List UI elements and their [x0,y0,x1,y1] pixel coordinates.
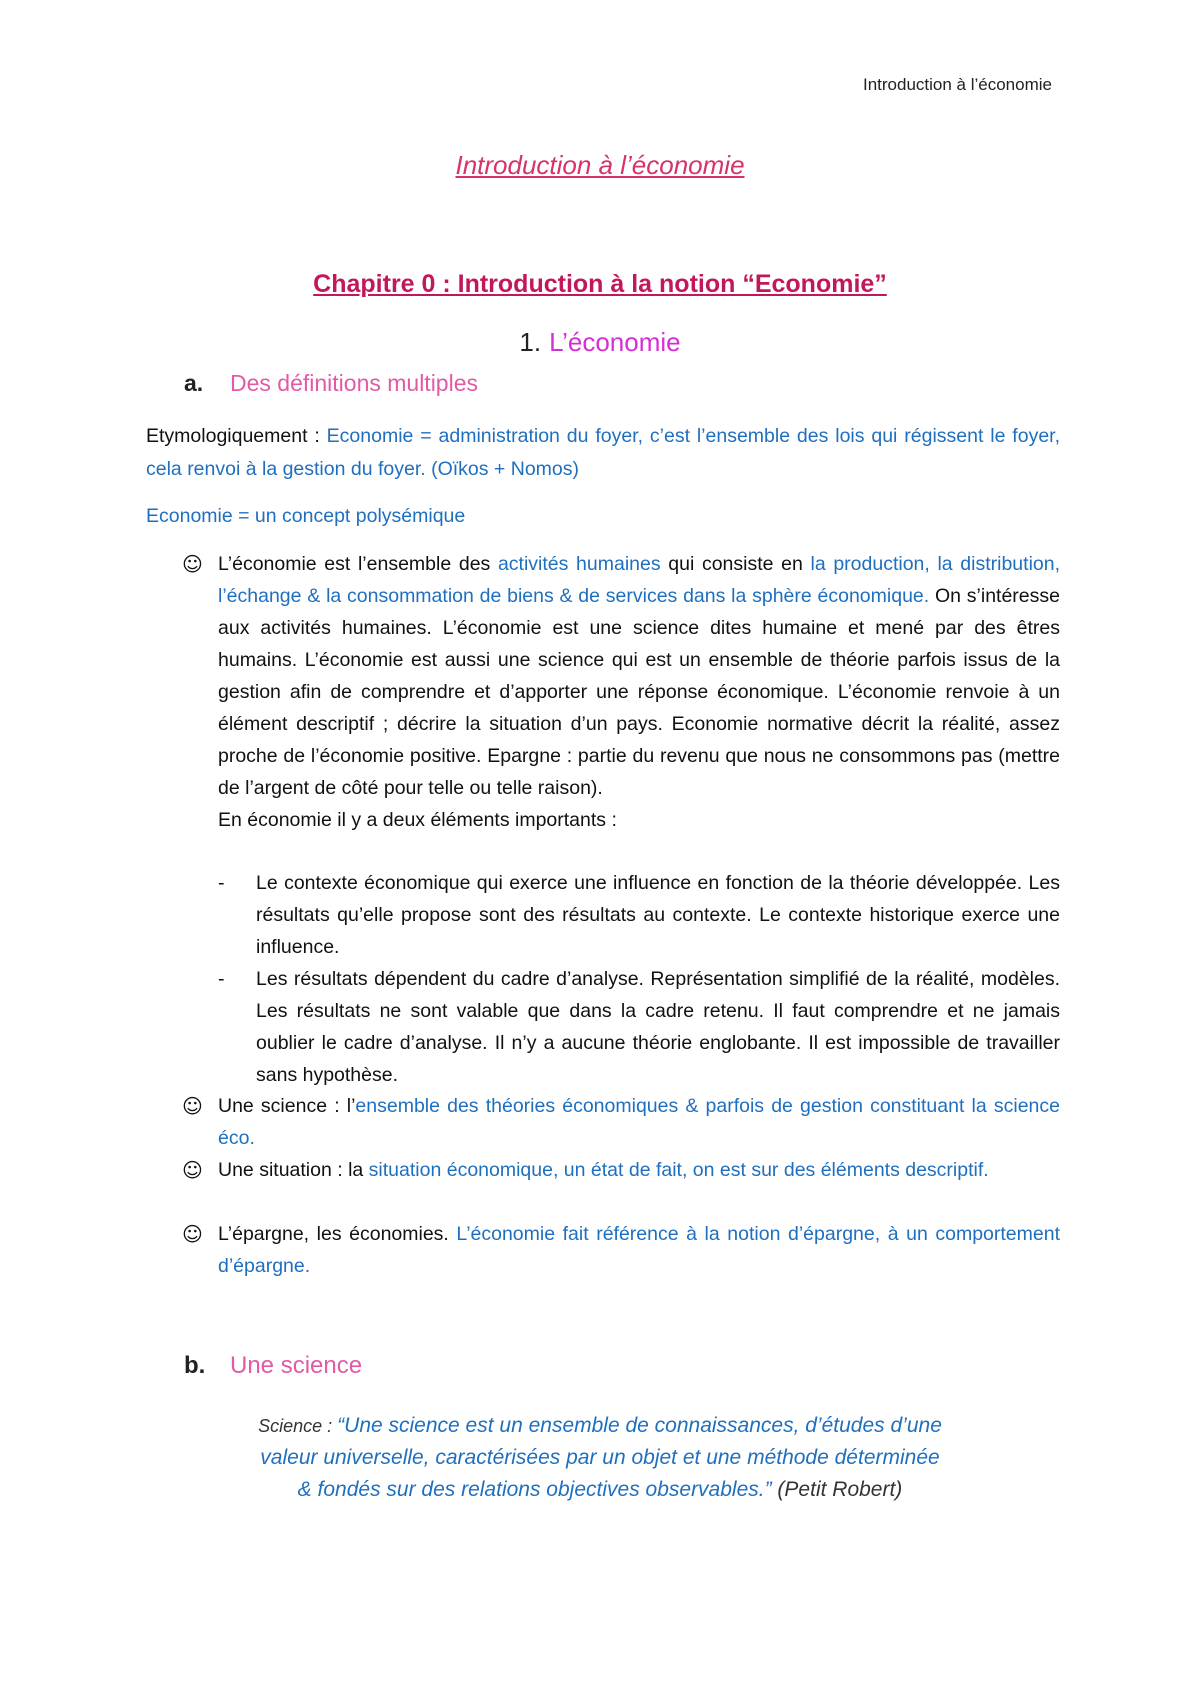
running-header: Introduction à l’économie [862,75,1052,94]
dash-list-item [218,867,1060,963]
dash-list-item [218,963,1060,1091]
quote-line: & fondés sur des relations objectives observables.” [297,1478,772,1501]
item-highlight: situation économique, un état de fait, on est sur des éléments descriptif. [368,1159,989,1181]
list-item [182,1154,1060,1186]
quote-label: Science : [258,1416,338,1436]
dash-marker: - [218,968,225,990]
subsection-title: Des définitions multiples [230,370,479,396]
item-text: L’épargne, les économies. [218,1223,457,1245]
subsection-heading-a [184,370,478,397]
dash-marker: - [218,872,225,894]
list-item [182,1090,1060,1154]
etymology-label: Etymologiquement : [146,425,327,447]
section-heading-1 [0,327,1200,358]
item-highlight: ensemble des théories économiques & parfois de gestion constituant la science éco. [218,1095,1060,1149]
subsection-title: Une science [230,1352,363,1379]
document-title: Introduction à l’économie [455,150,745,180]
smiley-icon: ☺ [182,1222,203,1246]
item-text: Une situation : la [218,1159,369,1181]
smiley-icon: ☺ [182,552,203,576]
list-item [182,548,1060,836]
item-text: On s’intéresse aux activités humaines. L’économie est une science dites humaine et mené par des êtres humains. L’économie est aussi une science qui est un ensemble de théorie parfois issus de la gestion afin de comprendre et d’apporter une réponse économique. L’économie renvoie à un élément descriptif ; décrire la situation d’un pays. Economie normative décrit la réalité, assez proche de l’économie positive. Epargne : partie du revenu que nous ne consommons pas (mettre de l’argent de côté pour telle ou telle raison). [218,585,1060,799]
item-highlight: la production, la distribution, l’échange & la consommation de biens & de services dans la sphère économique. [218,553,1061,607]
item-text: Une science : l’ [218,1095,356,1117]
quote-source: (Petit Robert) [771,1478,903,1501]
list-item [182,1218,1060,1282]
item-text: En économie il y a deux éléments importants : [218,809,617,831]
quote-line: valeur universelle, caractérisées par un objet et une méthode déterminée [260,1446,940,1469]
etymology-paragraph [146,420,1060,486]
smiley-icon: ☺ [182,1094,203,1118]
item-highlight: L’économie fait référence à la notion d’épargne, à un comportement d’épargne. [218,1223,1060,1277]
subsection-letter: b. [184,1352,206,1379]
item-text: L’économie est l’ensemble des [218,553,498,575]
item-text: qui consiste en [660,553,811,575]
polysemy-line: Economie = un concept polysémique [146,505,466,527]
subsection-letter: a. [184,370,204,396]
subsection-heading-b [184,1352,362,1380]
item-highlight: activités humaines [497,553,661,575]
quote-line: “Une science est un ensemble de connaissances, d’études d’une [337,1414,942,1437]
section-title: L’économie [549,327,681,357]
smiley-icon: ☺ [182,1158,203,1182]
chapter-heading: Chapitre 0 : Introduction à la notion “Economie” [313,270,887,298]
science-quote [0,1410,1200,1506]
dash-text: Les résultats dépendent du cadre d’analyse. Représentation simplifié de la réalité, modèles. Les résultats ne sont valable que dans la cadre retenu. Il faut comprendre et ne jamais oublier le cadre d’analyse. Il n’y a aucune théorie englobante. Il est impossible de travailler sans hypothèse. [256,968,1060,1086]
dash-text: Le contexte économique qui exerce une influence en fonction de la théorie développée. Les résultats qu’elle propose sont des résultats au contexte. Le contexte historique exerce une influence. [256,872,1060,958]
etymology-text: Economie = administration du foyer, c’est l’ensemble des lois qui régissent le foyer, cela renvoi à la gestion du foyer. (Oïkos + Nomos) [146,425,1060,480]
section-number: 1. [519,327,542,357]
